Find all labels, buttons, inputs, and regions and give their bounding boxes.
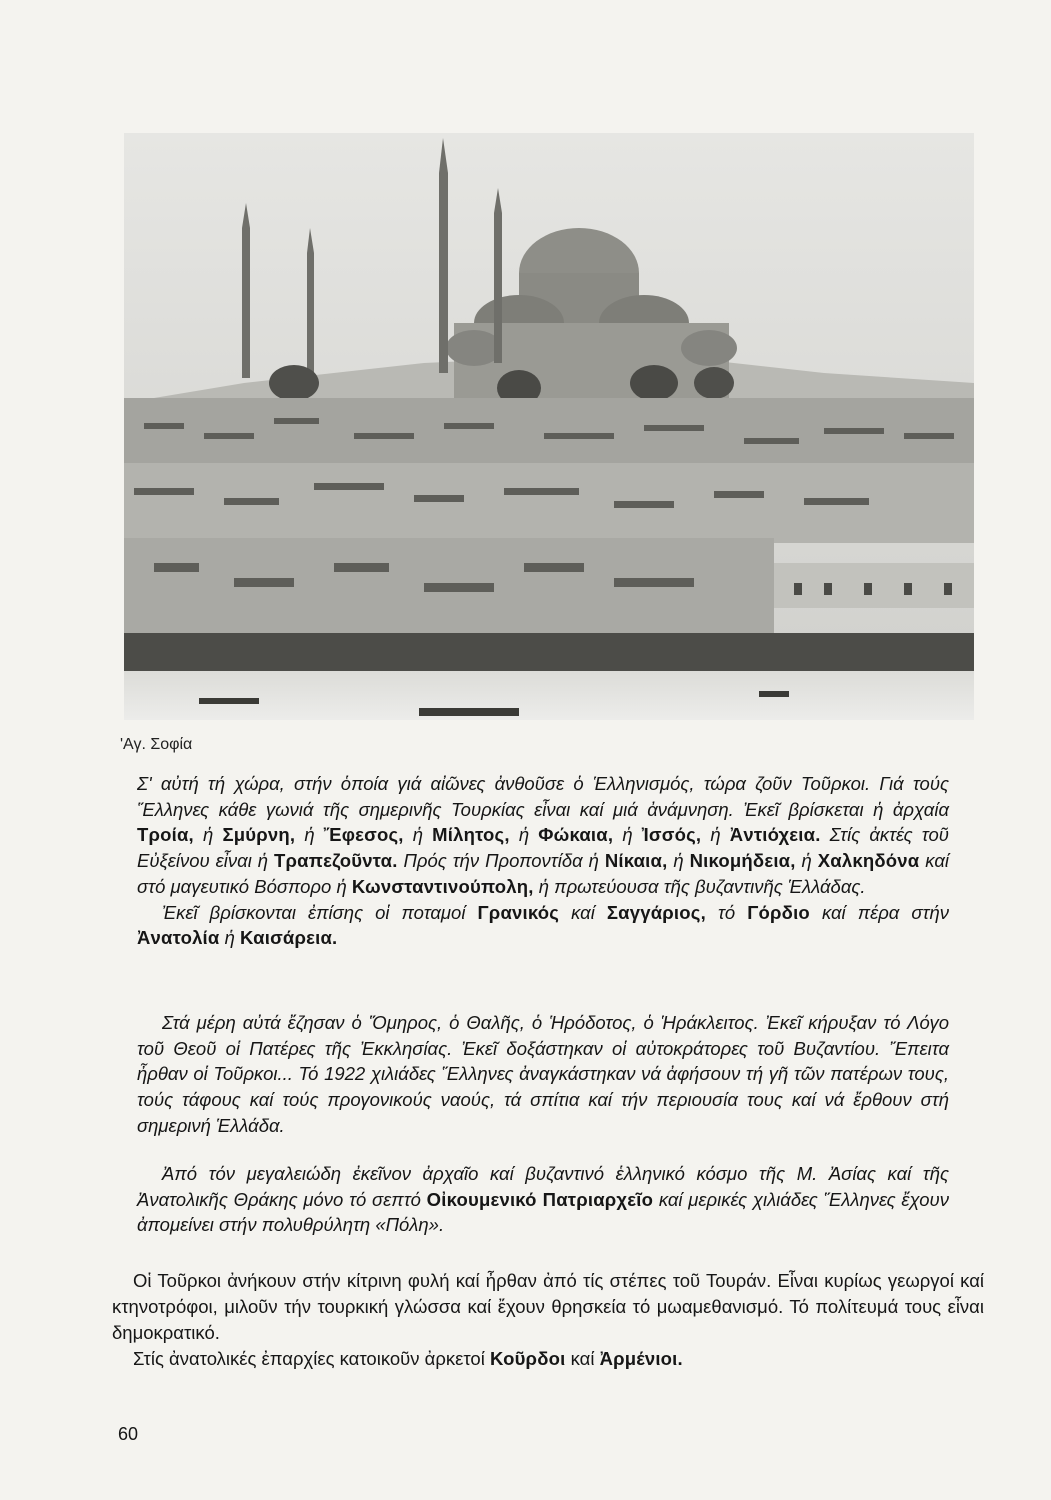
- photo-caption: 'Αγ. Σοφία: [120, 736, 193, 753]
- paragraph-places: Σ' αὐτή τή χώρα, στήν ὁποία γιά αἰῶνες ἀνθοῦσε ὁ Ἑλληνισμός, τώρα ζοῦν Τοῦρκοι. Γιά τούς Ἕλληνες κάθε γωνιά τῆς σημερινῆς Τουρκίας εἶναι καί μιά ἀνάμνηση. Ἐκεῖ βρίσκεται ἡ ἀρχαία Τροία, ἡ Σμύρνη, ἡ Ἔφεσος, ἡ Μίλητος, ἡ Φώκαια, ἡ Ἰσσός, ἡ Ἀντιόχεια. Στίς ἀκτές τοῦ Εὐξείνου εἶναι ἡ Τραπεζοῦντα. Πρός τήν Προποντίδα ἡ Νίκαια, ἡ Νικομήδεια, ἡ Χαλκηδόνα καί στό μαγευτικό Βόσπορο ἡ Κωνσταντινούπολη, ἡ πρωτεύουσα τῆς βυζαντινῆς Ἑλλάδας.: [137, 773, 949, 897]
- istanbul-mosque-photo-icon: [124, 133, 974, 720]
- paragraph-history: Στά μέρη αὐτά ἔζησαν ὁ Ὅμηρος, ὁ Θαλῆς, ὁ Ἡρόδοτος, ὁ Ἡράκλειτος. Ἐκεῖ κήρυξαν τό Λόγο τοῦ Θεοῦ οἱ Πατέρες τῆς Ἐκκλησίας. Ἐκεῖ δοξάστηκαν οἱ αὐτοκράτορες τοῦ Βυζαντίου. Ἔπειτα ἦρθαν οἱ Τοῦρκοι... Τό 1922 χιλιάδες Ἕλληνες ἀναγκάστηκαν νά ἀφήσουν τή γῆ τῶν πατέρων τους, τούς τάφους καί τούς προγονικούς ναούς, τά σπίτια καί τήν περιουσία τους καί νά ἔρθουν στή σημερινή Ἑλλάδα.: [137, 1012, 949, 1136]
- paragraph-turks: Οἱ Τοῦρκοι ἀνήκουν στήν κίτρινη φυλή καί ἦρθαν ἀπό τίς στέπες τοῦ Τουράν. Εἶναι κυρίως γεωργοί καί κτηνοτρόφοι, μιλοῦν τήν τουρκική γλώσσα καί ἔχουν θρησκεία τό μωαμεθανισμό. Τό πολίτευμά τους εἶναι δημοκρατικό.: [112, 1270, 984, 1343]
- city-photo: [124, 133, 974, 720]
- page-number: 60: [118, 1424, 139, 1444]
- paragraph-patriarchate: Ἀπό τόν μεγαλειώδη ἐκεῖνον ἀρχαῖο καί βυζαντινό ἑλληνικό κόσμο τῆς Μ. Ἀσίας καί τῆς Ἀνατολικῆς Θράκης μόνο τό σεπτό Οἰκουμενικό Πατριαρχεῖο καί μερικές χιλιάδες Ἕλληνες ἔχουν ἀπομείνει στήν πολυθρύλητη «Πόλη».: [137, 1163, 949, 1236]
- upright-text-block: [112, 1268, 984, 1372]
- italic-paragraph-block-2: [137, 1010, 949, 1139]
- paragraph-minorities: Στίς ἀνατολικές ἐπαρχίες κατοικοῦν ἀρκετοί Κοῦρδοι καί Ἀρμένιοι.: [133, 1348, 683, 1369]
- italic-paragraph-block-3: [137, 1161, 949, 1238]
- italic-paragraph-block-1: [137, 771, 949, 951]
- paragraph-rivers: Ἐκεῖ βρίσκονται ἐπίσης οἱ ποταμοί Γρανικός καί Σαγγάριος, τό Γόρδιο καί πέρα στήν Ἀνατολία ἡ Καισάρεια.: [137, 901, 949, 949]
